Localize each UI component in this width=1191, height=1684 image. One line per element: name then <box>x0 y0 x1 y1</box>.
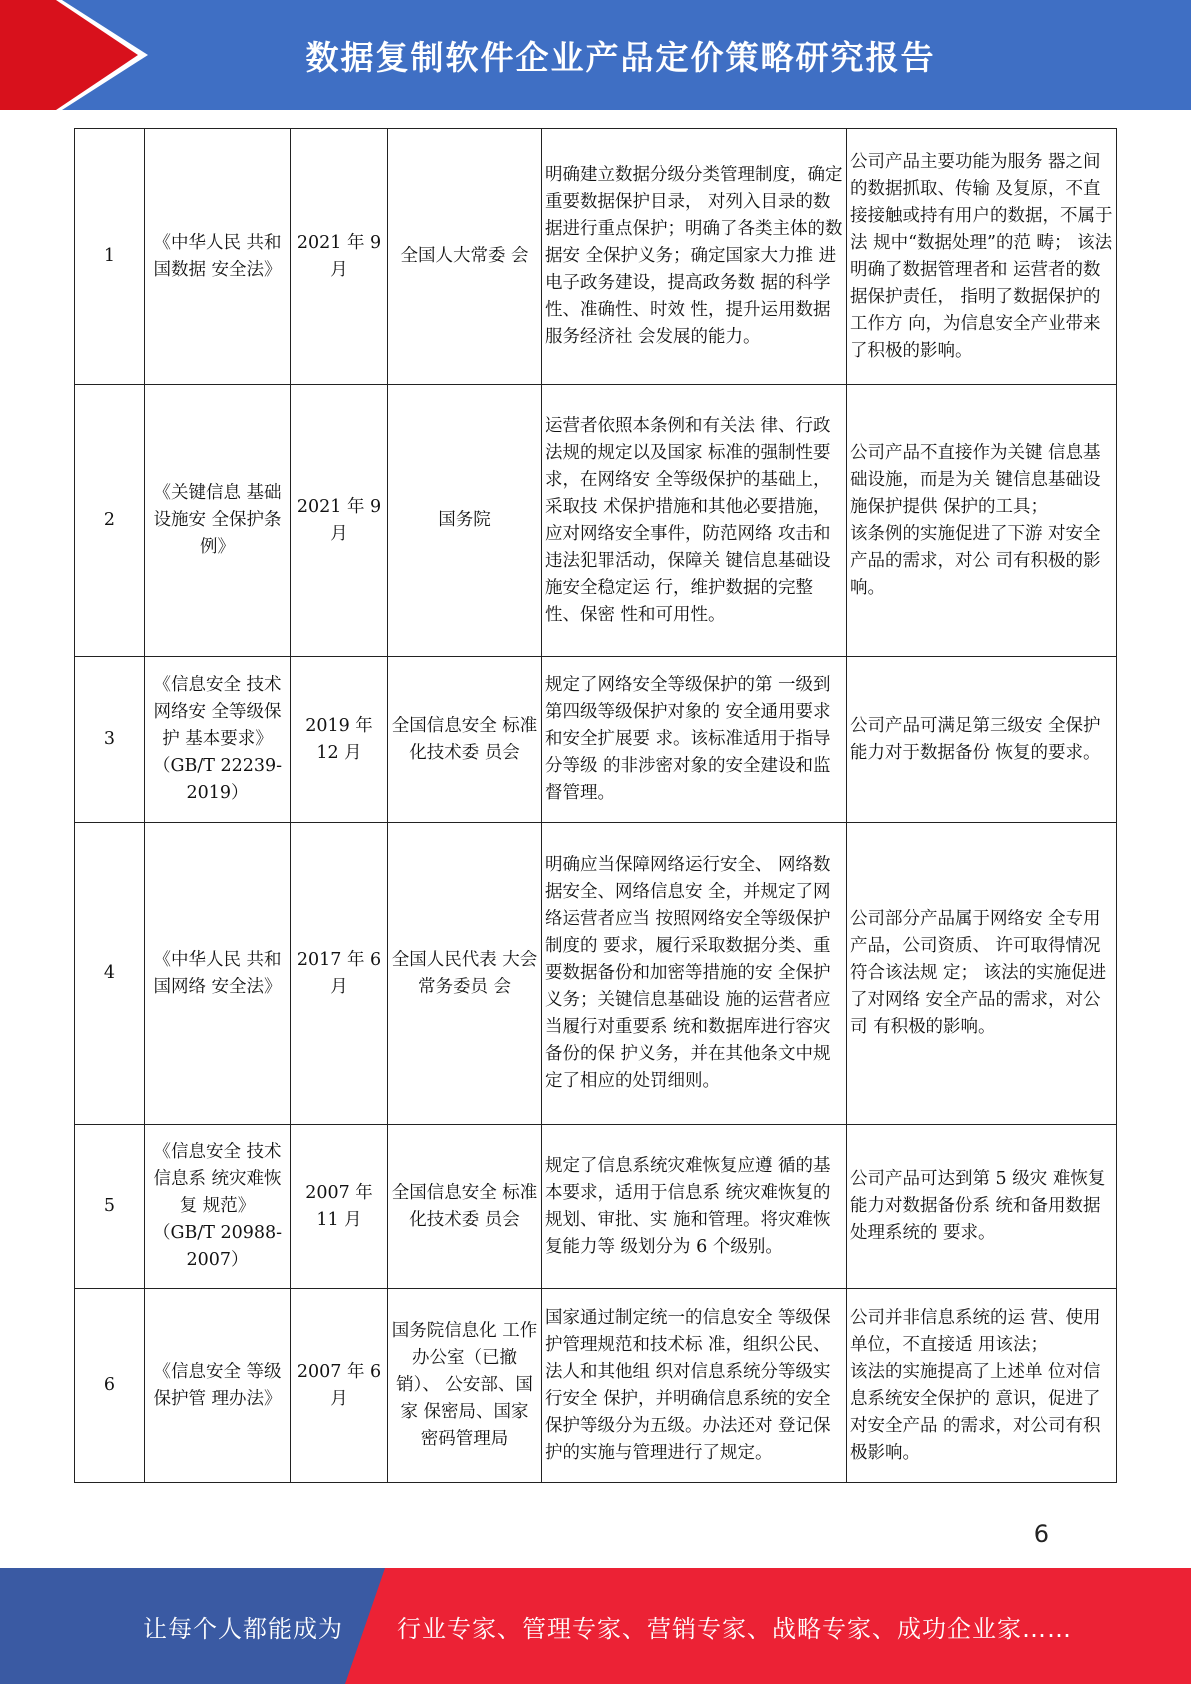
company-impact: 公司产品主要功能为服务 器之间的数据抓取、传输 及复原，不直接接触或持有用户的数据，不属于法 规中“数据处理”的范 畴； 该法明确了数据管理者和 运营者的数据保护责任， 指明了数据保护的工作方 向，为信息安全产业带来 了积极的影响。 <box>847 129 1117 385</box>
regulation-name: 《信息安全 技术信息系 统灾难恢复 规范》 （GB/T 20988-2007） <box>145 1125 291 1289</box>
regulation-content: 明确应当保障网络运行安全、 网络数据安全、网络信息安 全，并规定了网络运营者应当 按照网络安全等级保护制度的 要求，履行采取数据分类、重 要数据备份和加密等措施的安 全保护义务；关键信息基础设 施的运营者应当履行对重要系 统和数据库进行容灾备份的保 护义务，并在其他条文中规定了相应的处罚细则。 <box>542 823 847 1125</box>
row-number: 6 <box>75 1289 145 1483</box>
issue-date: 2017 年 6 月 <box>291 823 388 1125</box>
table-row <box>75 129 1117 385</box>
regulation-name: 《中华人民 共和国网络 安全法》 <box>145 823 291 1125</box>
table-row <box>75 1125 1117 1289</box>
company-impact: 公司产品可达到第 5 级灾 难恢复能力对数据备份系 统和备用数据处理系统的 要求。 <box>847 1125 1117 1289</box>
header-arrow-decoration <box>0 0 150 110</box>
page-number: 6 <box>1033 1520 1049 1548</box>
company-impact: 公司并非信息系统的运 营、使用单位，不直接适 用该法； 该法的实施提高了上述单 位对信息系统安全保护的 意识，促进了对安全产品 的需求，对公司有积极影响。 <box>847 1289 1117 1483</box>
regulation-name: 《关键信息 基础设施安 全保护条 例》 <box>145 385 291 657</box>
regulation-name: 《信息安全 等级保护管 理办法》 <box>145 1289 291 1483</box>
page-header <box>0 0 1191 110</box>
regulation-name: 《中华人民 共和国数据 安全法》 <box>145 129 291 385</box>
issue-date: 2007 年 11 月 <box>291 1125 388 1289</box>
table-row <box>75 823 1117 1125</box>
issuing-body: 全国信息安全 标准化技术委 员会 <box>388 657 542 823</box>
regulation-table <box>74 128 1117 1483</box>
issuing-body: 全国人民代表 大会常务委员 会 <box>388 823 542 1125</box>
issue-date: 2019 年 12 月 <box>291 657 388 823</box>
footer-slogan-left: 让每个人都能成为 <box>143 1614 343 1643</box>
row-number: 5 <box>75 1125 145 1289</box>
row-number: 1 <box>75 129 145 385</box>
regulation-content: 国家通过制定统一的信息安全 等级保护管理规范和技术标 准，组织公民、法人和其他组 织对信息系统分等级实行安全 保护，并明确信息系统的安全 保护等级分为五级。办法还对 登记保护的实施与管理进行了规定。 <box>542 1289 847 1483</box>
issuing-body: 国务院 <box>388 385 542 657</box>
row-number: 4 <box>75 823 145 1125</box>
company-impact: 公司部分产品属于网络安 全专用产品，公司资质、 许可取得情况符合该法规 定； 该法的实施促进了对网络 安全产品的需求，对公司 有积极的影响。 <box>847 823 1117 1125</box>
regulation-name: 《信息安全 技术网络安 全等级保护 基本要求》 （GB/T 22239-2019） <box>145 657 291 823</box>
company-impact: 公司产品可满足第三级安 全保护能力对于数据备份 恢复的要求。 <box>847 657 1117 823</box>
table-row <box>75 1289 1117 1483</box>
report-title: 数据复制软件企业产品定价策略研究报告 <box>305 37 936 77</box>
table-row <box>75 385 1117 657</box>
company-impact: 公司产品不直接作为关键 信息基础设施，而是为关 键信息基础设施保护提供 保护的工具； 该条例的实施促进了下游 对安全产品的需求，对公 司有积极的影响。 <box>847 385 1117 657</box>
regulation-content: 规定了信息系统灾难恢复应遵 循的基本要求，适用于信息系 统灾难恢复的规划、审批、实 施和管理。将灾难恢复能力等 级划分为 6 个级别。 <box>542 1125 847 1289</box>
issue-date: 2021 年 9 月 <box>291 129 388 385</box>
page-footer <box>0 1568 1191 1684</box>
table-row <box>75 657 1117 823</box>
issue-date: 2021 年 9 月 <box>291 385 388 657</box>
regulation-content: 明确建立数据分级分类管理制度，确定重要数据保护目录， 对列入目录的数据进行重点保护；明确了各类主体的数据安 全保护义务；确定国家大力推 进电子政务建设，提高政务数 据的科学性、准确性、时效 性，提升运用数据服务经济社 会发展的能力。 <box>542 129 847 385</box>
issuing-body: 国务院信息化 工作办公室（已撤销）、 公安部、国家 保密局、国家 密码管理局 <box>388 1289 542 1483</box>
regulation-content: 规定了网络安全等级保护的第 一级到第四级等级保护对象的 安全通用要求和安全扩展要 求。该标准适用于指导分等级 的非涉密对象的安全建设和监 督管理。 <box>542 657 847 823</box>
row-number: 2 <box>75 385 145 657</box>
issuing-body: 全国信息安全 标准化技术委 员会 <box>388 1125 542 1289</box>
regulation-content: 运营者依照本条例和有关法 律、行政法规的规定以及国家 标准的强制性要求，在网络安 全等级保护的基础上，采取技 术保护措施和其他必要措施， 应对网络安全事件，防范网络 攻击和违法犯罪活动，保障关 键信息基础设施安全稳定运 行，维护数据的完整性、保密 性和可用性。 <box>542 385 847 657</box>
row-number: 3 <box>75 657 145 823</box>
issuing-body: 全国人大常委 会 <box>388 129 542 385</box>
footer-slogan-right: 行业专家、管理专家、营销专家、战略专家、成功企业家…… <box>397 1614 1072 1643</box>
issue-date: 2007 年 6 月 <box>291 1289 388 1483</box>
